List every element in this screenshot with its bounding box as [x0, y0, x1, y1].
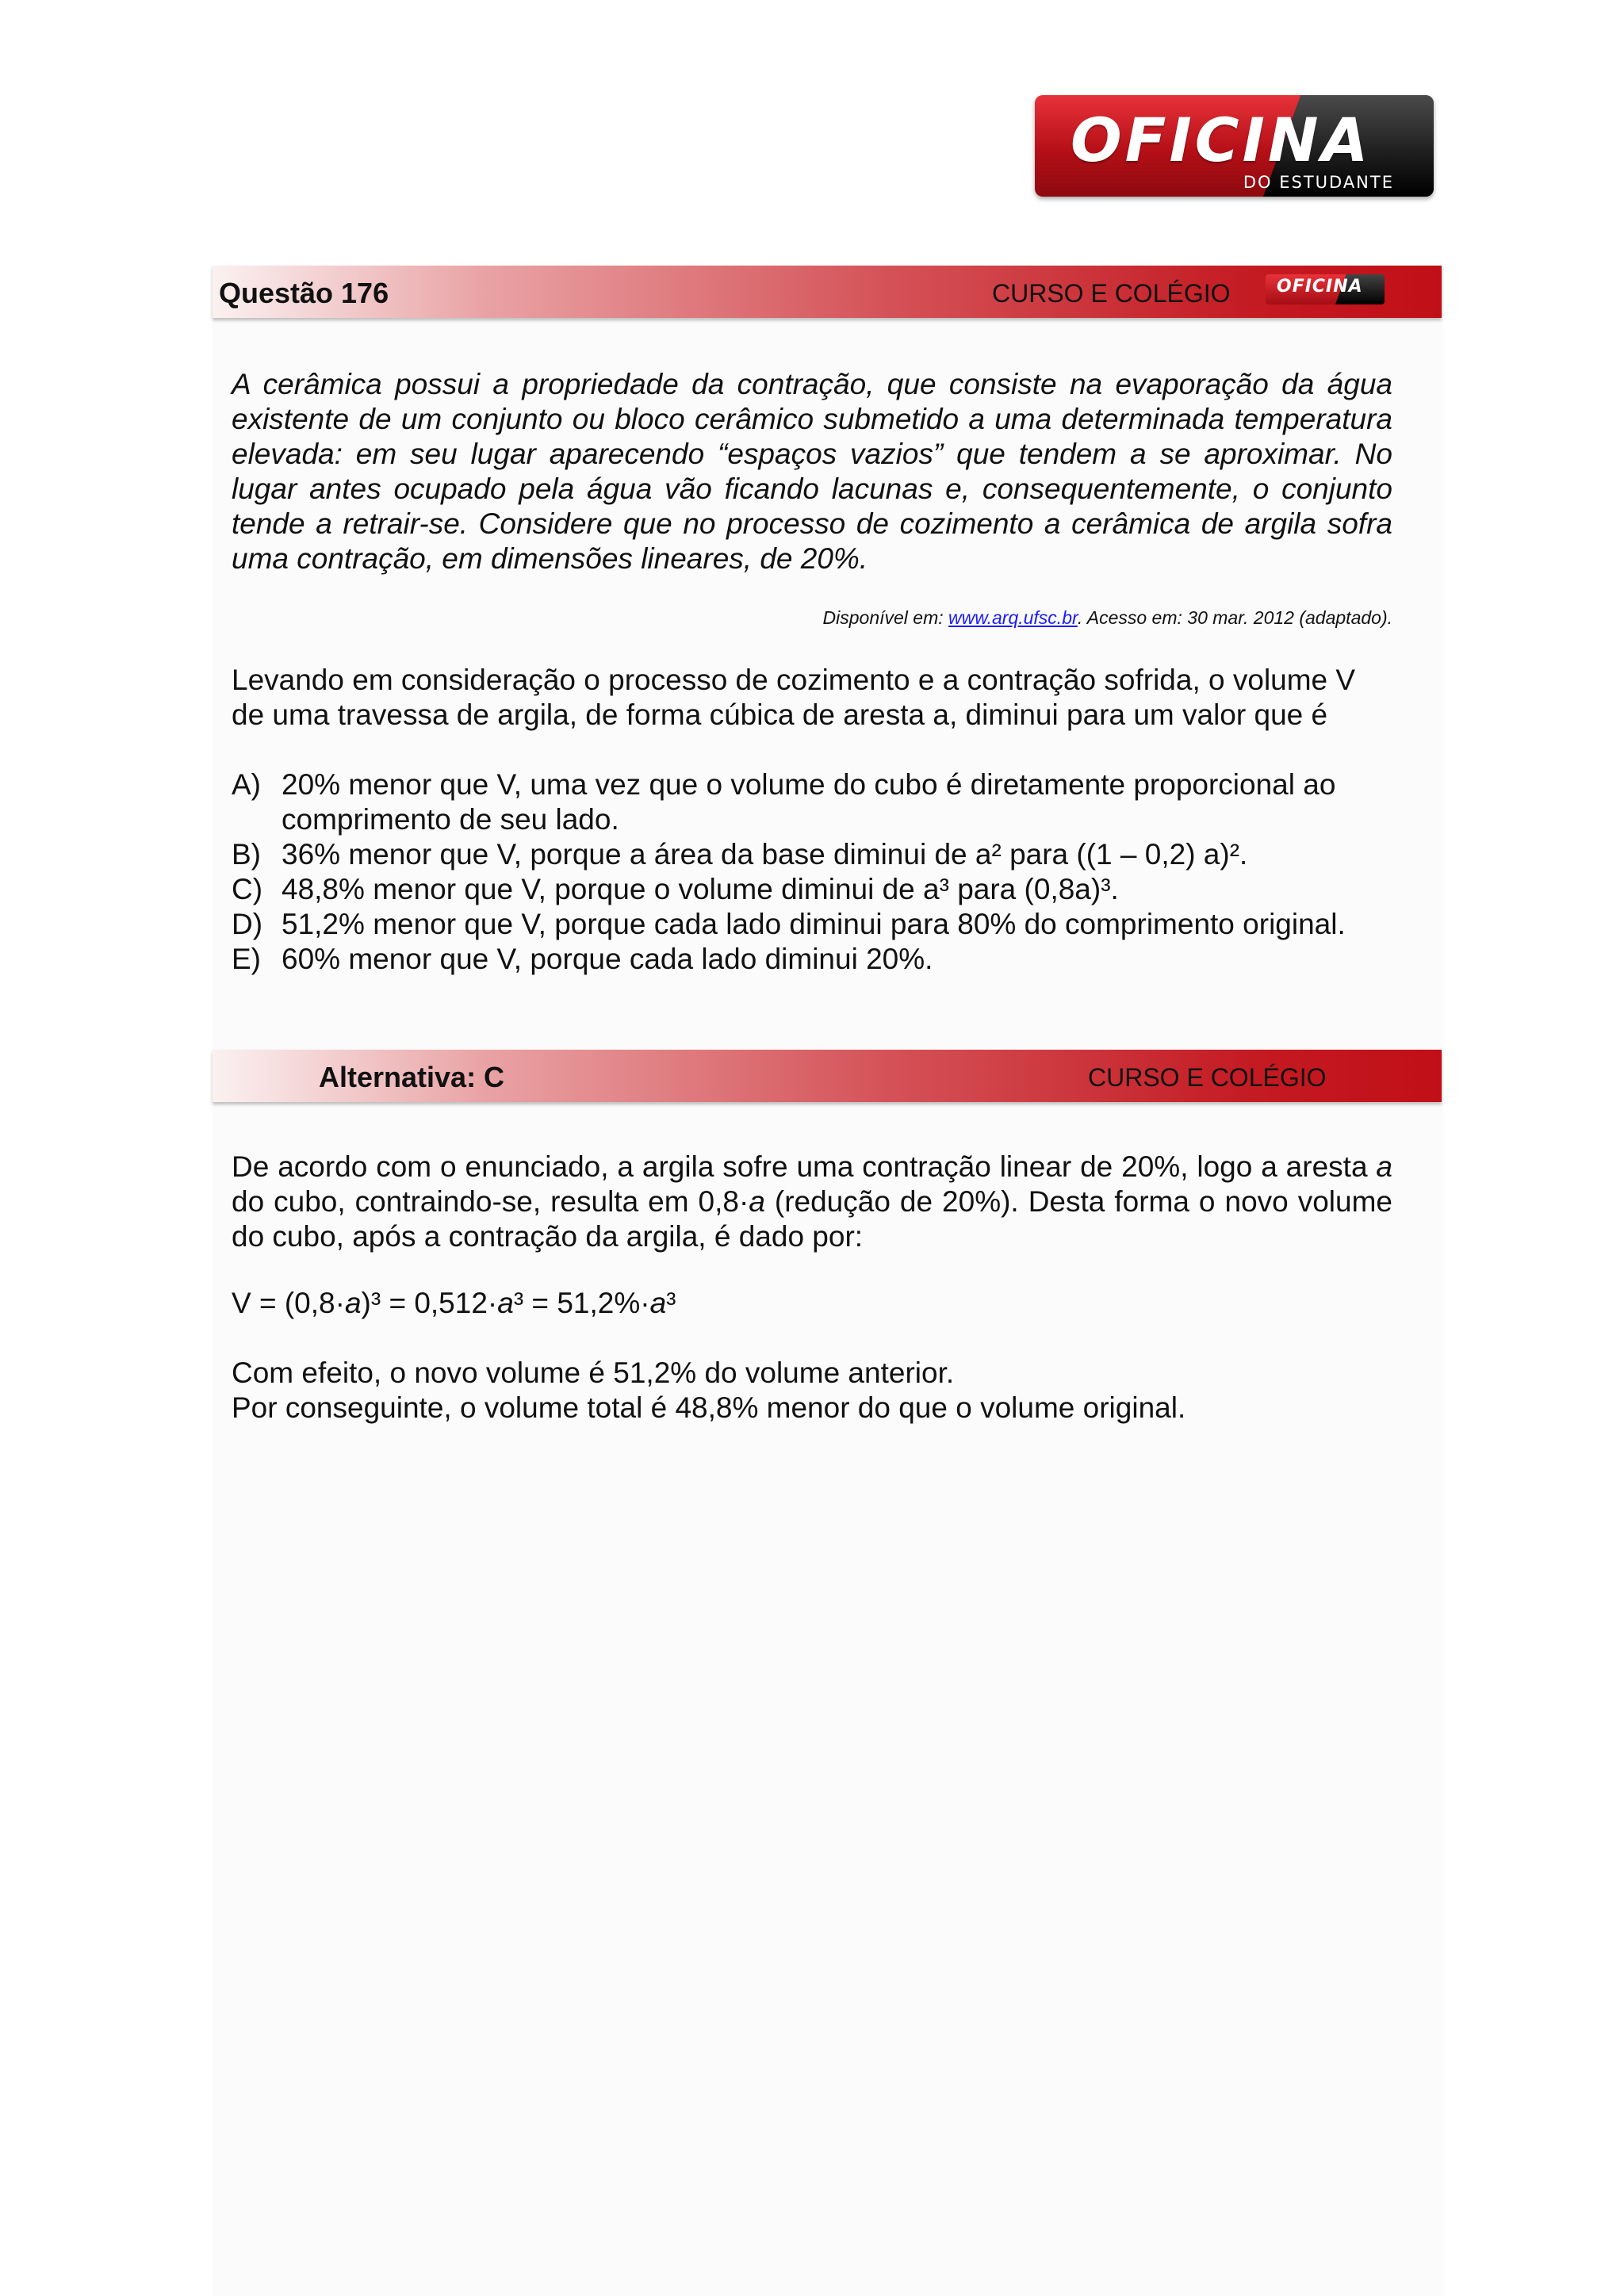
variable-a: a	[497, 1287, 514, 1319]
oficina-logo	[1035, 95, 1434, 197]
question-header-bar	[213, 266, 1442, 318]
option-letter: E)	[232, 943, 261, 975]
option-letter: B)	[232, 838, 261, 871]
option-letter: D)	[232, 908, 263, 940]
formula-part: )³ = 0,512·	[361, 1287, 498, 1319]
option-letter: A)	[232, 768, 261, 801]
mini-logo-word: OFICINA	[1277, 277, 1363, 297]
mini-oficina-logo	[1266, 274, 1385, 304]
option-e	[232, 942, 1392, 977]
option-b	[232, 837, 1392, 872]
source-prefix: Disponível em:	[822, 607, 949, 628]
variable-a: a	[344, 1287, 362, 1319]
conclusion	[232, 1356, 1185, 1425]
source-suffix: . Acesso em: 30 mar. 2012 (adaptado).	[1077, 607, 1392, 628]
course-label: CURSO E COLÉGIO	[1088, 1063, 1327, 1092]
volume-formula	[232, 1286, 676, 1321]
question-title: Questão 176	[219, 277, 389, 309]
option-text: 20% menor que V, uma vez que o volume do cubo é diretamente proporcional ao comprimento de seu lado.	[282, 768, 1336, 836]
variable-a: a	[749, 1185, 765, 1218]
variable-a: a	[1376, 1150, 1392, 1183]
solution-text: De acordo com o enunciado, a argila sofre uma contração linear de 20%, logo a aresta	[232, 1150, 1377, 1183]
answer-header-bar	[213, 1050, 1442, 1102]
question-prompt: Levando em consideração o processo de cozimento e a contração sofrida, o volume V de uma travessa de argila, de forma cúbica de aresta a, diminui para um valor que é	[232, 664, 1356, 731]
answer-title: Alternativa: C	[319, 1061, 505, 1093]
passage-text: A cerâmica possui a propriedade da contração, que consiste na evaporação da água existente de um conjunto ou bloco cerâmico submetido a uma determinada temperatura elevada: em seu lugar aparecendo “espaços vazios” que tendem a se aproximar. No lugar antes ocupado pela água vão ficando lacunas e, consequentemente, o conjunto tende a retrair-se. Considere que no processo de cozimento a cerâmica de argila sofra uma contração, em dimensões lineares, de 20%.	[232, 368, 1392, 575]
option-text: 60% menor que V, porque cada lado diminui 20%.	[282, 943, 933, 975]
formula-part: ³	[666, 1287, 676, 1319]
options-list	[232, 767, 1392, 977]
variable-a: a	[649, 1287, 667, 1319]
course-label: CURSO E COLÉGIO	[992, 279, 1231, 308]
logo-subtitle: DO ESTUDANTE	[1243, 173, 1394, 192]
source-citation	[232, 607, 1392, 629]
formula-part: V = (0,8·	[232, 1287, 345, 1319]
solution-text: (redução de 20%). Desta forma o novo volume do cubo, após a contração da argila, é dado por:	[232, 1185, 1392, 1253]
option-d	[232, 907, 1392, 942]
formula-part: ³ = 51,2%·	[513, 1287, 650, 1319]
logo-word: OFICINA	[1071, 105, 1372, 175]
source-link[interactable]: www.arq.ufsc.br	[948, 607, 1078, 628]
option-text: 48,8% menor que V, porque o volume diminui de a³ para (0,8a)³.	[282, 873, 1119, 905]
solution-paragraph	[232, 1150, 1392, 1254]
option-text: 36% menor que V, porque a área da base diminui de a² para ((1 – 0,2) a)².	[282, 838, 1248, 871]
option-letter: C)	[232, 873, 263, 905]
option-c	[232, 872, 1392, 907]
conclusion-line-1: Com efeito, o novo volume é 51,2% do volume anterior.	[232, 1357, 955, 1389]
option-a	[232, 767, 1392, 837]
conclusion-line-2: Por conseguinte, o volume total é 48,8% menor do que o volume original.	[232, 1391, 1186, 1424]
solution-text: do cubo, contraindo-se, resulta em 0,8·	[232, 1185, 749, 1218]
option-text: 51,2% menor que V, porque cada lado diminui para 80% do comprimento original.	[282, 908, 1346, 940]
